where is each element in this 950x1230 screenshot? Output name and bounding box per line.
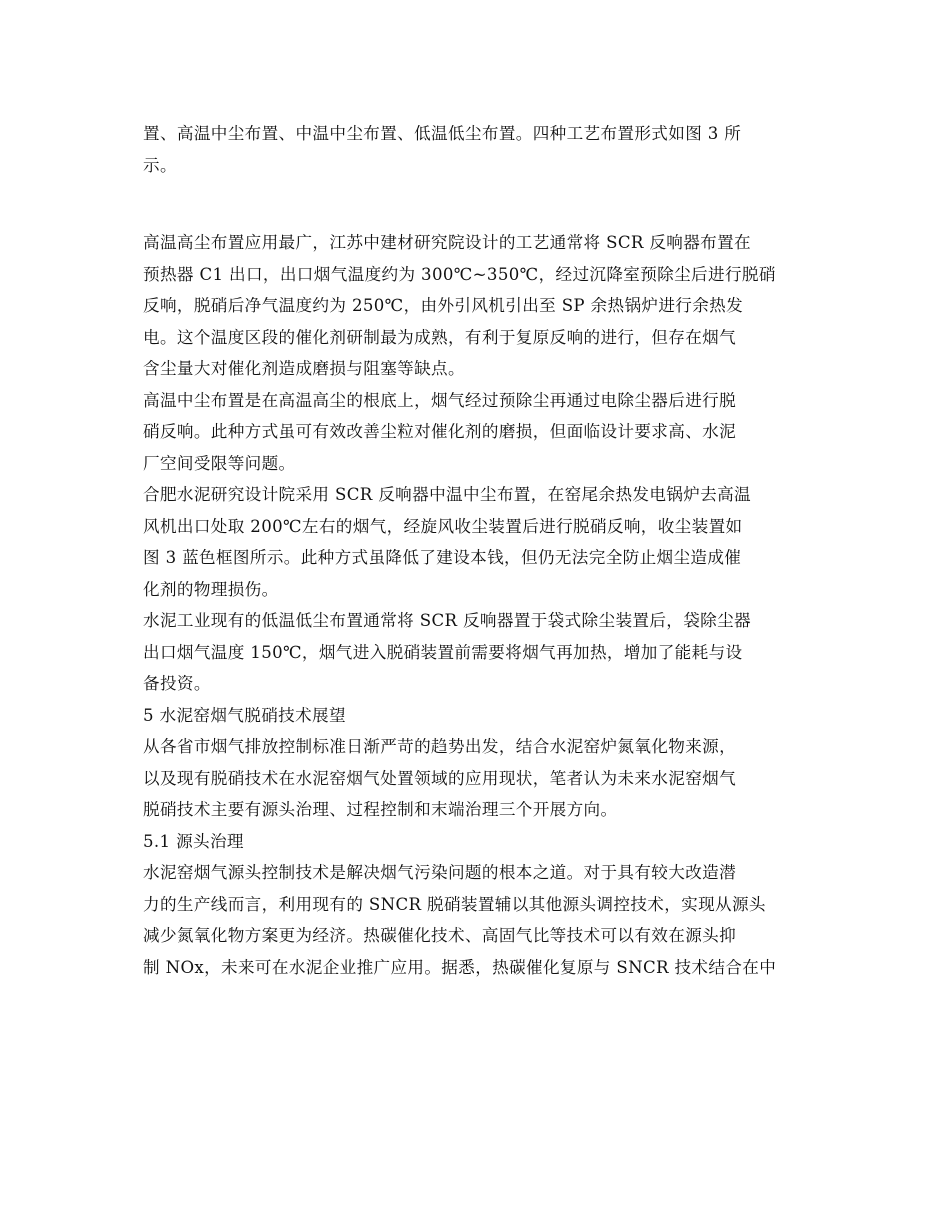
section-5-heading (143, 700, 807, 732)
text-line: 置、高温中尘布置、中温中尘布置、低温低尘布置。四种工艺布置形式如图 3 所 (143, 124, 742, 143)
text-line: 备投资。 (143, 674, 211, 693)
text-line: 高温中尘布置是在高温高尘的根底上，烟气经过预除尘再通过电除尘器后进行脱 (143, 390, 737, 410)
paragraph-low-temp-low-dust (143, 605, 807, 700)
paragraph-intro-tail (143, 118, 807, 181)
subsection-heading: 5.1 源头治理 (143, 831, 244, 851)
text-line: 预热器 C1 出口，出口烟气温度约为 300℃~350℃，经过沉降室预除尘后进行脱硝 (143, 264, 776, 284)
paragraph-medium-temp-medium-dust (143, 479, 807, 605)
text-line: 电。这个温度区段的催化剂研制最为成熟，有利于复原反响的进行，但存在烟气 (143, 327, 737, 347)
paragraph-section-5-body (143, 731, 807, 826)
text-line: 含尘量大对催化剂造成磨损与阻塞等缺点。 (143, 359, 465, 378)
text-line: 示。 (143, 155, 177, 175)
paragraph-high-temp-medium-dust (143, 385, 807, 480)
text-line: 脱硝技术主要有源头治理、过程控制和末端治理三个开展方向。 (143, 800, 618, 819)
text-line: 反响，脱硝后净气温度约为 250℃，由外引风机引出至 SP 余热锅炉进行余热发 (143, 296, 744, 315)
text-line: 水泥窑烟气源头控制技术是解决烟气污染问题的根本之道。对于具有较大改造潜 (143, 863, 737, 882)
paragraph-high-temp-high-dust (143, 227, 807, 385)
paragraph-gap (143, 181, 807, 227)
paragraph-section-5-1-body (143, 857, 807, 983)
text-line: 合肥水泥研究设计院采用 SCR 反响器中温中尘布置，在窑尾余热发电锅炉去高温 (143, 485, 751, 504)
text-line: 力的生产线而言，利用现有的 SNCR 脱硝装置辅以其他源头调控技术，实现从源头 (143, 894, 766, 914)
text-line: 减少氮氧化物方案更为经济。热碳催化技术、高固气比等技术可以有效在源头抑 (143, 926, 737, 945)
text-line: 风机出口处取 200℃左右的烟气，经旋风收尘装置后进行脱硝反响，收尘装置如 (143, 516, 743, 536)
text-line: 厂空间受限等问题。 (143, 453, 296, 473)
document-page (143, 118, 807, 983)
text-line: 制 NOx，未来可在水泥企业推广应用。据悉，热碳催化复原与 SNCR 技术结合在中 (143, 957, 777, 977)
text-line: 高温高尘布置应用最广，江苏中建材研究院设计的工艺通常将 SCR 反响器布置在 (143, 233, 751, 252)
text-line: 以及现有脱硝技术在水泥窑烟气处置领域的应用现状，笔者认为未来水泥窑烟气 (143, 768, 737, 788)
text-line: 水泥工业现有的低温低尘布置通常将 SCR 反响器置于袋式除尘装置后，袋除尘器 (143, 611, 751, 630)
section-5-1-heading (143, 826, 807, 858)
text-line: 化剂的物理损伤。 (143, 579, 279, 599)
section-heading: 5 水泥窑烟气脱硝技术展望 (143, 705, 346, 725)
text-line: 硝反响。此种方式虽可有效改善尘粒对催化剂的磨损，但面临设计要求高、水泥 (143, 422, 737, 441)
text-line: 出口烟气温度 150℃，烟气进入脱硝装置前需要将烟气再加热，增加了能耗与设 (143, 642, 743, 662)
text-line: 图 3 蓝色框图所示。此种方式虽降低了建设本钱，但仍无法完全防止烟尘造成催 (143, 548, 742, 567)
text-line: 从各省市烟气排放控制标准日渐严苛的趋势出发，结合水泥窑炉氮氧化物来源， (143, 737, 737, 756)
